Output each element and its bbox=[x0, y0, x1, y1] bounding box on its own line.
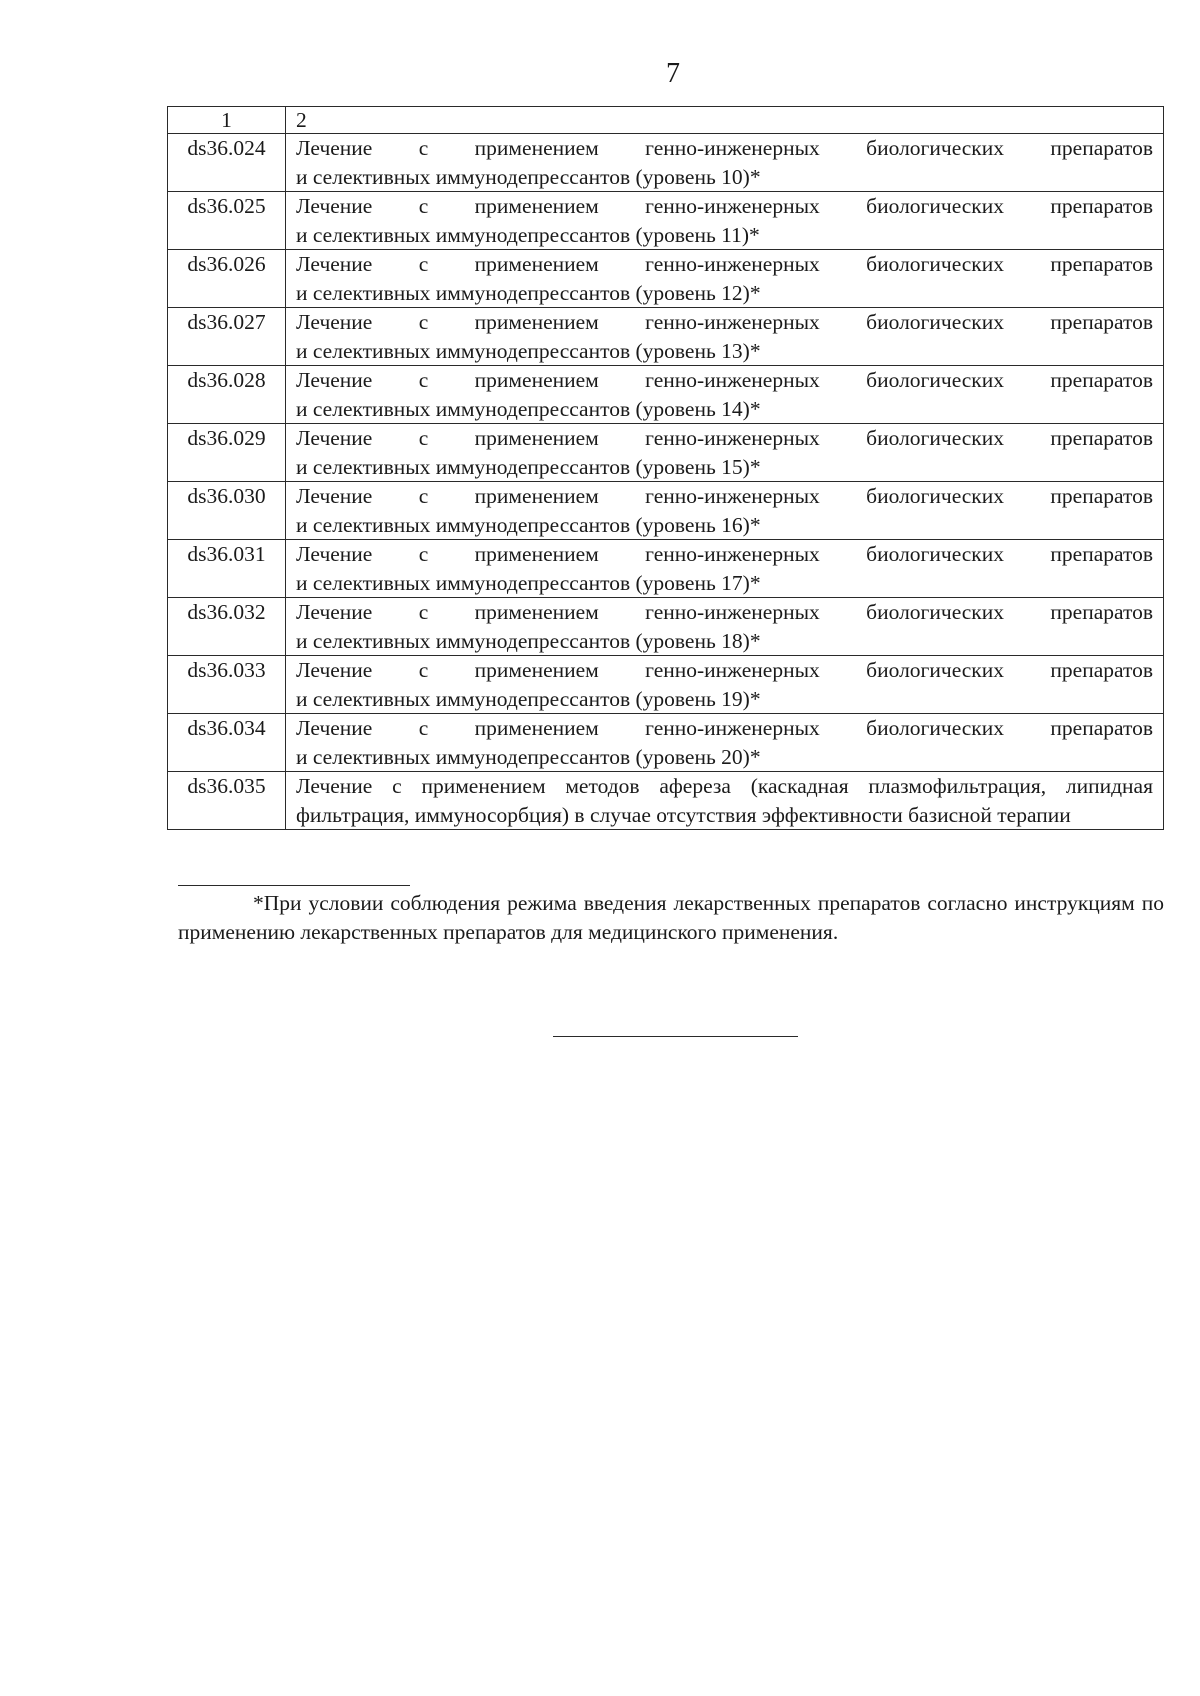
row-description-line-1: Лечение с применением генно-инженерных биологических препаратов bbox=[296, 368, 1153, 392]
footnote-separator bbox=[178, 885, 410, 886]
row-description-line-1: Лечение с применением генно-инженерных биологических препаратов bbox=[296, 310, 1153, 334]
row-description-line-1: Лечение с применением генно-инженерных биологических препаратов bbox=[296, 136, 1153, 160]
row-code-cell: ds36.034 bbox=[168, 714, 286, 772]
row-description-cell bbox=[286, 250, 1164, 308]
row-description-cell bbox=[286, 134, 1164, 192]
table-row bbox=[168, 250, 1164, 308]
table-row bbox=[168, 424, 1164, 482]
row-description-line-2: и селективных иммунодепрессантов (уровень 11)* bbox=[296, 222, 760, 247]
row-code-cell: ds36.030 bbox=[168, 482, 286, 540]
table-row bbox=[168, 308, 1164, 366]
table-row bbox=[168, 714, 1164, 772]
row-description-cell bbox=[286, 424, 1164, 482]
table-row bbox=[168, 366, 1164, 424]
row-description-line-1: Лечение с применением генно-инженерных биологических препаратов bbox=[296, 600, 1153, 624]
row-description-line-1: Лечение с применением генно-инженерных биологических препаратов bbox=[296, 194, 1153, 218]
row-description-cell bbox=[286, 366, 1164, 424]
row-description-cell bbox=[286, 598, 1164, 656]
table-row bbox=[168, 656, 1164, 714]
table-header-row bbox=[168, 107, 1164, 134]
row-code-cell: ds36.026 bbox=[168, 250, 286, 308]
row-code-cell: ds36.029 bbox=[168, 424, 286, 482]
row-description-cell bbox=[286, 192, 1164, 250]
table-row bbox=[168, 540, 1164, 598]
row-code-cell: ds36.032 bbox=[168, 598, 286, 656]
row-description-cell bbox=[286, 714, 1164, 772]
table-row bbox=[168, 134, 1164, 192]
row-code-cell: ds36.024 bbox=[168, 134, 286, 192]
document-table bbox=[167, 106, 1164, 830]
column-header-1: 1 bbox=[168, 107, 286, 134]
row-description-line-1: Лечение с применением генно-инженерных биологических препаратов bbox=[296, 426, 1153, 450]
row-code-cell: ds36.035 bbox=[168, 772, 286, 830]
column-header-2: 2 bbox=[286, 107, 1164, 134]
row-description-line-2: и селективных иммунодепрессантов (уровень 16)* bbox=[296, 512, 761, 537]
row-description-cell bbox=[286, 482, 1164, 540]
row-description-cell: Лечение с применением методов афереза (каскадная плазмофильтрация, липидная фильтрация, иммуносорбция) в случае отсутствия эффективности базисной терапии bbox=[286, 772, 1164, 830]
row-code-cell: ds36.031 bbox=[168, 540, 286, 598]
row-description-line-2: и селективных иммунодепрессантов (уровень 18)* bbox=[296, 628, 761, 653]
table-row bbox=[168, 482, 1164, 540]
end-of-document-rule bbox=[553, 1036, 798, 1037]
row-code-cell: ds36.027 bbox=[168, 308, 286, 366]
table-row bbox=[168, 192, 1164, 250]
row-description-line-2: и селективных иммунодепрессантов (уровень 20)* bbox=[296, 744, 761, 769]
row-description-line-2: и селективных иммунодепрессантов (уровень 15)* bbox=[296, 454, 761, 479]
row-code-cell: ds36.025 bbox=[168, 192, 286, 250]
row-description-cell bbox=[286, 540, 1164, 598]
row-description-line-2: и селективных иммунодепрессантов (уровень 17)* bbox=[296, 570, 761, 595]
row-description-line-2: и селективных иммунодепрессантов (уровень 13)* bbox=[296, 338, 761, 363]
page-number: 7 bbox=[666, 58, 680, 89]
row-description-line-2: и селективных иммунодепрессантов (уровень 12)* bbox=[296, 280, 761, 305]
row-description-line-1: Лечение с применением генно-инженерных биологических препаратов bbox=[296, 658, 1153, 682]
row-description-line-2: и селективных иммунодепрессантов (уровень 10)* bbox=[296, 164, 761, 189]
row-description-line-2: и селективных иммунодепрессантов (уровень 14)* bbox=[296, 396, 761, 421]
row-description-line-1: Лечение с применением генно-инженерных биологических препаратов bbox=[296, 716, 1153, 740]
row-description-cell bbox=[286, 308, 1164, 366]
row-description-line-2: и селективных иммунодепрессантов (уровень 19)* bbox=[296, 686, 761, 711]
table-row bbox=[168, 772, 1164, 830]
row-code-cell: ds36.033 bbox=[168, 656, 286, 714]
row-description-line-1: Лечение с применением генно-инженерных биологических препаратов bbox=[296, 542, 1153, 566]
footnote-text: *При условии соблюдения режима введения лекарственных препаратов согласно инструкциям по применению лекарственных препаратов для медицинского применения. bbox=[178, 891, 1164, 944]
row-description-line-1: Лечение с применением генно-инженерных биологических препаратов bbox=[296, 252, 1153, 276]
row-description-line-1: Лечение с применением генно-инженерных биологических препаратов bbox=[296, 484, 1153, 508]
row-description-cell bbox=[286, 656, 1164, 714]
table-row bbox=[168, 598, 1164, 656]
row-code-cell: ds36.028 bbox=[168, 366, 286, 424]
